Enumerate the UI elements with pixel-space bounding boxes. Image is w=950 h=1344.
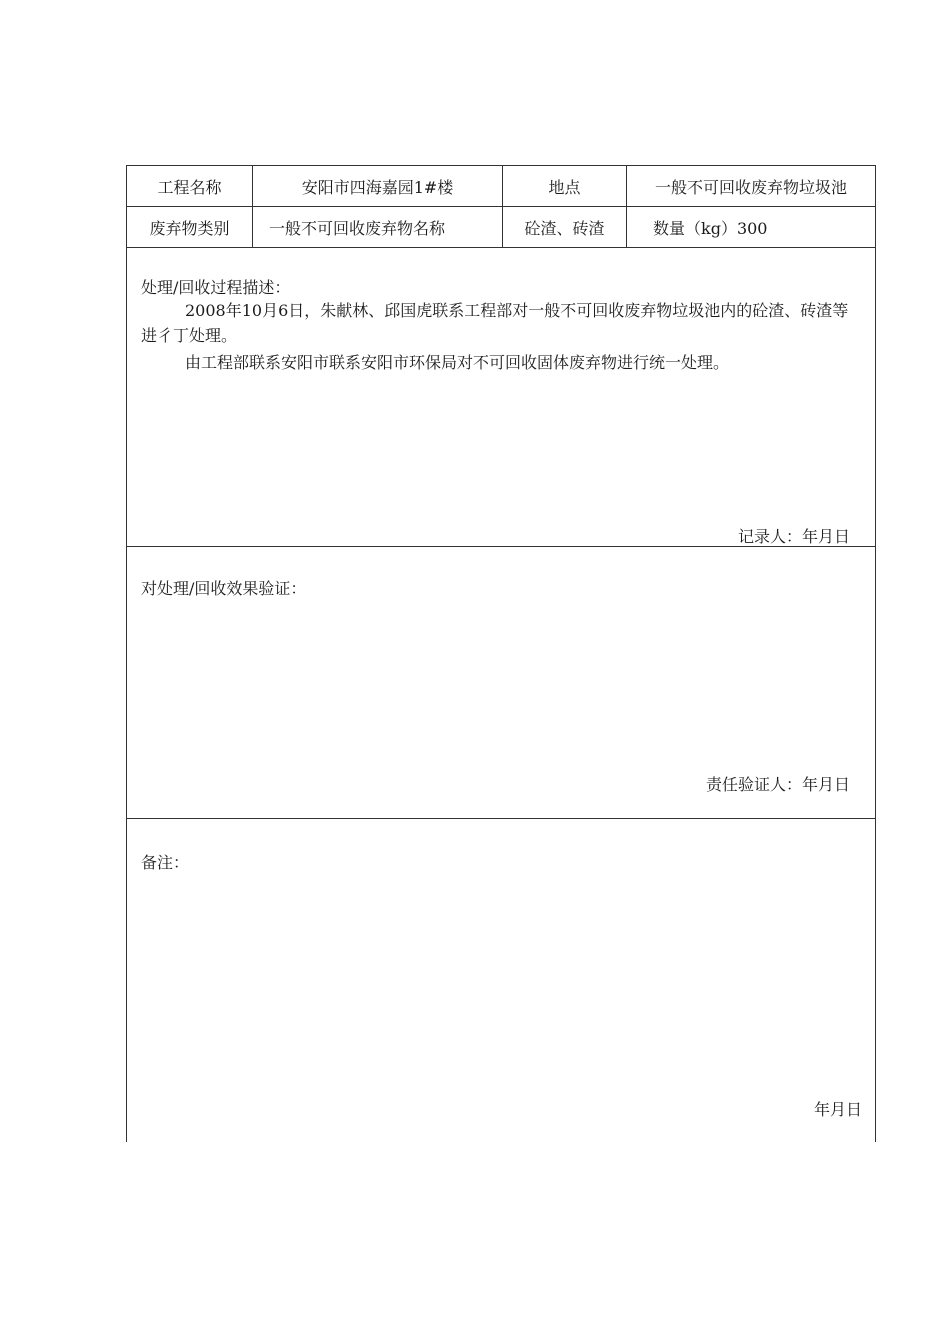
process-description-label: 处理/回收过程描述：	[141, 278, 291, 297]
quantity-text: 数量（kg）300	[626, 207, 875, 247]
verifier-signature-line: 责任验证人：年月日	[705, 775, 850, 794]
project-name-value: 安阳市四海嘉园1#楼	[252, 166, 502, 206]
waste-name-value: 砼渣、砖渣	[502, 207, 626, 247]
verification-section	[127, 547, 875, 819]
remarks-label: 备注：	[141, 853, 190, 872]
waste-disposal-record-form	[126, 165, 876, 1142]
process-paragraph-2: 由工程部联系安阳市联系安阳市环保局对不可回收固体废弃物进行统一处理。	[185, 353, 730, 372]
header-row-2	[127, 207, 875, 248]
location-value: 一般不可回收废弃物垃圾池	[626, 166, 875, 206]
project-name-label: 工程名称	[157, 177, 222, 197]
waste-category-label: 废弃物类别	[149, 218, 230, 238]
location-label: 地点	[502, 166, 626, 206]
waste-category-value: 一般不可回收废弃物名称	[252, 207, 502, 247]
remarks-section	[127, 819, 875, 1143]
remarks-date-line: 年月日	[813, 1100, 862, 1119]
header-row-1	[127, 166, 875, 207]
verification-label: 对处理/回收效果验证：	[141, 579, 307, 598]
process-paragraph-1: 2008年10月6日，朱献林、邱国虎联系工程部对一般不可回收废弃物垃圾池内的砼渣、砖渣等进彳丁处理。	[141, 301, 849, 345]
recorder-signature-line: 记录人：年月日	[737, 527, 850, 546]
process-description-section	[127, 248, 875, 547]
